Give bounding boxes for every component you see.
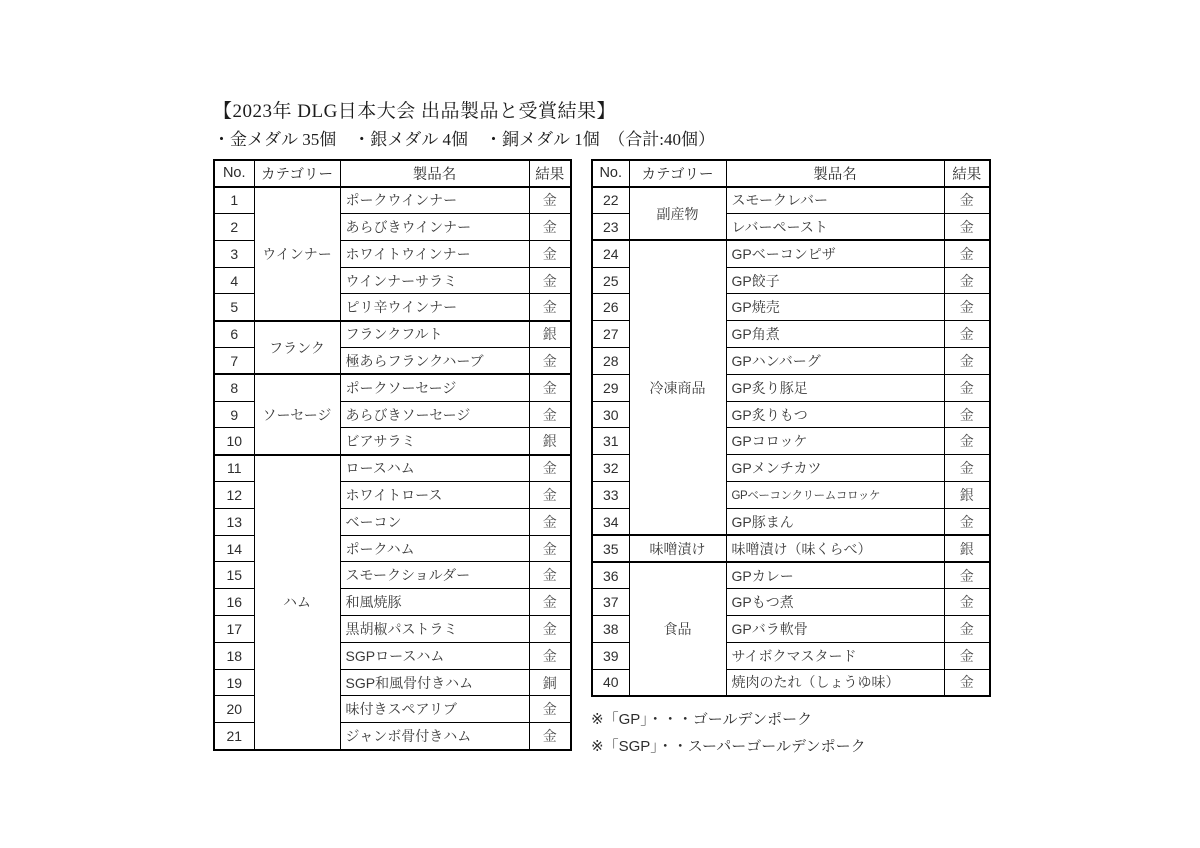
row-number: 10 <box>214 428 254 455</box>
row-number: 29 <box>592 374 629 401</box>
column-header-product: 製品名 <box>340 160 529 187</box>
row-number: 25 <box>592 267 629 294</box>
row-number: 6 <box>214 321 254 348</box>
product-cell: GPハンバーグ <box>726 348 944 375</box>
row-number: 19 <box>214 669 254 696</box>
table-row <box>592 187 990 214</box>
award-table-right <box>591 159 991 697</box>
product-cell: 和風焼豚 <box>340 589 529 616</box>
row-number: 39 <box>592 642 629 669</box>
result-cell: 金 <box>944 428 990 455</box>
row-number: 38 <box>592 616 629 643</box>
product-cell: スモークショルダー <box>340 562 529 589</box>
product-cell: ポークハム <box>340 535 529 562</box>
result-cell: 金 <box>529 508 571 535</box>
category-cell: 食品 <box>629 562 726 696</box>
result-cell: 金 <box>529 240 571 267</box>
product-cell: サイボクマスタード <box>726 642 944 669</box>
result-cell: 金 <box>529 589 571 616</box>
product-cell: ピリ辛ウインナー <box>340 294 529 321</box>
product-cell: GPカレー <box>726 562 944 589</box>
result-cell: 金 <box>529 616 571 643</box>
column-header-category: カテゴリー <box>629 160 726 187</box>
result-cell: 金 <box>529 401 571 428</box>
result-cell: 金 <box>529 348 571 375</box>
result-cell: 金 <box>529 187 571 214</box>
result-cell: 金 <box>944 240 990 267</box>
page-title: 【2023年 DLG日本大会 出品製品と受賞結果】 <box>213 101 617 122</box>
product-cell: 味付きスペアリブ <box>340 696 529 723</box>
product-cell: ポークソーセージ <box>340 374 529 401</box>
table-row <box>592 562 990 589</box>
result-cell: 金 <box>944 616 990 643</box>
row-number: 16 <box>214 589 254 616</box>
row-number: 7 <box>214 348 254 375</box>
result-cell: 銅 <box>529 669 571 696</box>
row-number: 8 <box>214 374 254 401</box>
category-cell: ウインナー <box>254 187 340 321</box>
result-cell: 銀 <box>944 482 990 509</box>
result-cell: 金 <box>529 723 571 750</box>
table-row <box>214 374 571 401</box>
result-cell: 金 <box>529 214 571 241</box>
result-cell: 金 <box>944 508 990 535</box>
table-row <box>214 187 571 214</box>
result-cell: 金 <box>529 267 571 294</box>
result-cell: 金 <box>529 374 571 401</box>
result-cell: 金 <box>944 267 990 294</box>
result-cell: 金 <box>529 535 571 562</box>
result-cell: 銀 <box>944 535 990 562</box>
table-row <box>592 535 990 562</box>
row-number: 33 <box>592 482 629 509</box>
category-cell: 味噌漬け <box>629 535 726 562</box>
column-header-category: カテゴリー <box>254 160 340 187</box>
footnotes <box>591 706 991 760</box>
product-cell: ロースハム <box>340 455 529 482</box>
result-cell: 金 <box>529 482 571 509</box>
result-cell: 金 <box>529 696 571 723</box>
category-cell: 副産物 <box>629 187 726 241</box>
row-number: 36 <box>592 562 629 589</box>
product-cell: GP炙りもつ <box>726 401 944 428</box>
product-cell: SGPロースハム <box>340 642 529 669</box>
column-header-no: No. <box>214 160 254 187</box>
product-cell: SGP和風骨付きハム <box>340 669 529 696</box>
column-header-no: No. <box>592 160 629 187</box>
row-number: 18 <box>214 642 254 669</box>
product-cell: GP餃子 <box>726 267 944 294</box>
category-cell: ソーセージ <box>254 374 340 454</box>
product-cell: 極あらフランクハーブ <box>340 348 529 375</box>
result-cell: 金 <box>529 455 571 482</box>
result-cell: 金 <box>944 187 990 214</box>
row-number: 3 <box>214 240 254 267</box>
result-cell: 金 <box>944 214 990 241</box>
product-cell: GP焼売 <box>726 294 944 321</box>
row-number: 17 <box>214 616 254 643</box>
result-cell: 金 <box>944 589 990 616</box>
row-number: 11 <box>214 455 254 482</box>
product-cell: 味噌漬け（味くらべ） <box>726 535 944 562</box>
result-cell: 金 <box>944 455 990 482</box>
product-cell: ホワイトウインナー <box>340 240 529 267</box>
product-cell: GPコロッケ <box>726 428 944 455</box>
row-number: 34 <box>592 508 629 535</box>
row-number: 26 <box>592 294 629 321</box>
product-cell: ホワイトロース <box>340 482 529 509</box>
product-cell: GPベーコンクリームコロッケ <box>726 482 944 509</box>
column-header-product: 製品名 <box>726 160 944 187</box>
row-number: 23 <box>592 214 629 241</box>
result-cell: 金 <box>944 562 990 589</box>
result-cell: 金 <box>529 562 571 589</box>
medal-summary-line: ・金メダル 35個 ・銀メダル 4個 ・銅メダル 1個 （合計:40個） <box>213 130 715 149</box>
row-number: 15 <box>214 562 254 589</box>
product-cell: ポークウインナー <box>340 187 529 214</box>
product-cell: GPベーコンピザ <box>726 240 944 267</box>
product-cell: フランクフルト <box>340 321 529 348</box>
product-cell: 黒胡椒パストラミ <box>340 616 529 643</box>
product-cell: レバーペースト <box>726 214 944 241</box>
product-cell: あらびきソーセージ <box>340 401 529 428</box>
result-cell: 金 <box>944 321 990 348</box>
row-number: 4 <box>214 267 254 294</box>
row-number: 9 <box>214 401 254 428</box>
product-cell: ウインナーサラミ <box>340 267 529 294</box>
result-cell: 金 <box>944 348 990 375</box>
row-number: 24 <box>592 240 629 267</box>
table-row <box>592 240 990 267</box>
result-cell: 銀 <box>529 321 571 348</box>
row-number: 1 <box>214 187 254 214</box>
product-cell: GP炙り豚足 <box>726 374 944 401</box>
product-cell: スモークレバー <box>726 187 944 214</box>
row-number: 2 <box>214 214 254 241</box>
row-number: 20 <box>214 696 254 723</box>
row-number: 31 <box>592 428 629 455</box>
product-cell: ジャンボ骨付きハム <box>340 723 529 750</box>
row-number: 5 <box>214 294 254 321</box>
result-cell: 金 <box>944 642 990 669</box>
product-cell: 焼肉のたれ（しょうゆ味） <box>726 669 944 696</box>
row-number: 40 <box>592 669 629 696</box>
row-number: 30 <box>592 401 629 428</box>
result-cell: 金 <box>944 374 990 401</box>
product-cell: GP角煮 <box>726 321 944 348</box>
product-cell: GPバラ軟骨 <box>726 616 944 643</box>
table-row <box>214 321 571 348</box>
column-header-result: 結果 <box>944 160 990 187</box>
product-cell: あらびきウインナー <box>340 214 529 241</box>
row-number: 21 <box>214 723 254 750</box>
product-cell: GPメンチカツ <box>726 455 944 482</box>
row-number: 27 <box>592 321 629 348</box>
category-cell: フランク <box>254 321 340 375</box>
row-number: 14 <box>214 535 254 562</box>
tables-container <box>213 159 991 760</box>
footnote-gp: ※「GP」・・・ゴールデンポーク <box>591 710 813 728</box>
document-page <box>213 100 991 760</box>
category-cell: ハム <box>254 455 340 750</box>
row-number: 28 <box>592 348 629 375</box>
row-number: 22 <box>592 187 629 214</box>
result-cell: 金 <box>529 294 571 321</box>
header-row <box>214 160 571 187</box>
award-table-left <box>213 159 572 751</box>
result-cell: 銀 <box>529 428 571 455</box>
result-cell: 金 <box>944 294 990 321</box>
product-cell: ビアサラミ <box>340 428 529 455</box>
table-row <box>214 455 571 482</box>
result-cell: 金 <box>944 669 990 696</box>
product-cell: ベーコン <box>340 508 529 535</box>
product-cell: GPもつ煮 <box>726 589 944 616</box>
row-number: 12 <box>214 482 254 509</box>
right-column <box>591 159 991 760</box>
product-cell: GP豚まん <box>726 508 944 535</box>
row-number: 37 <box>592 589 629 616</box>
category-cell: 冷凍商品 <box>629 240 726 535</box>
result-cell: 金 <box>944 401 990 428</box>
row-number: 13 <box>214 508 254 535</box>
row-number: 32 <box>592 455 629 482</box>
result-cell: 金 <box>529 642 571 669</box>
footnote-sgp: ※「SGP」・・スーパーゴールデンポーク <box>591 737 866 755</box>
row-number: 35 <box>592 535 629 562</box>
column-header-result: 結果 <box>529 160 571 187</box>
header-row <box>592 160 990 187</box>
